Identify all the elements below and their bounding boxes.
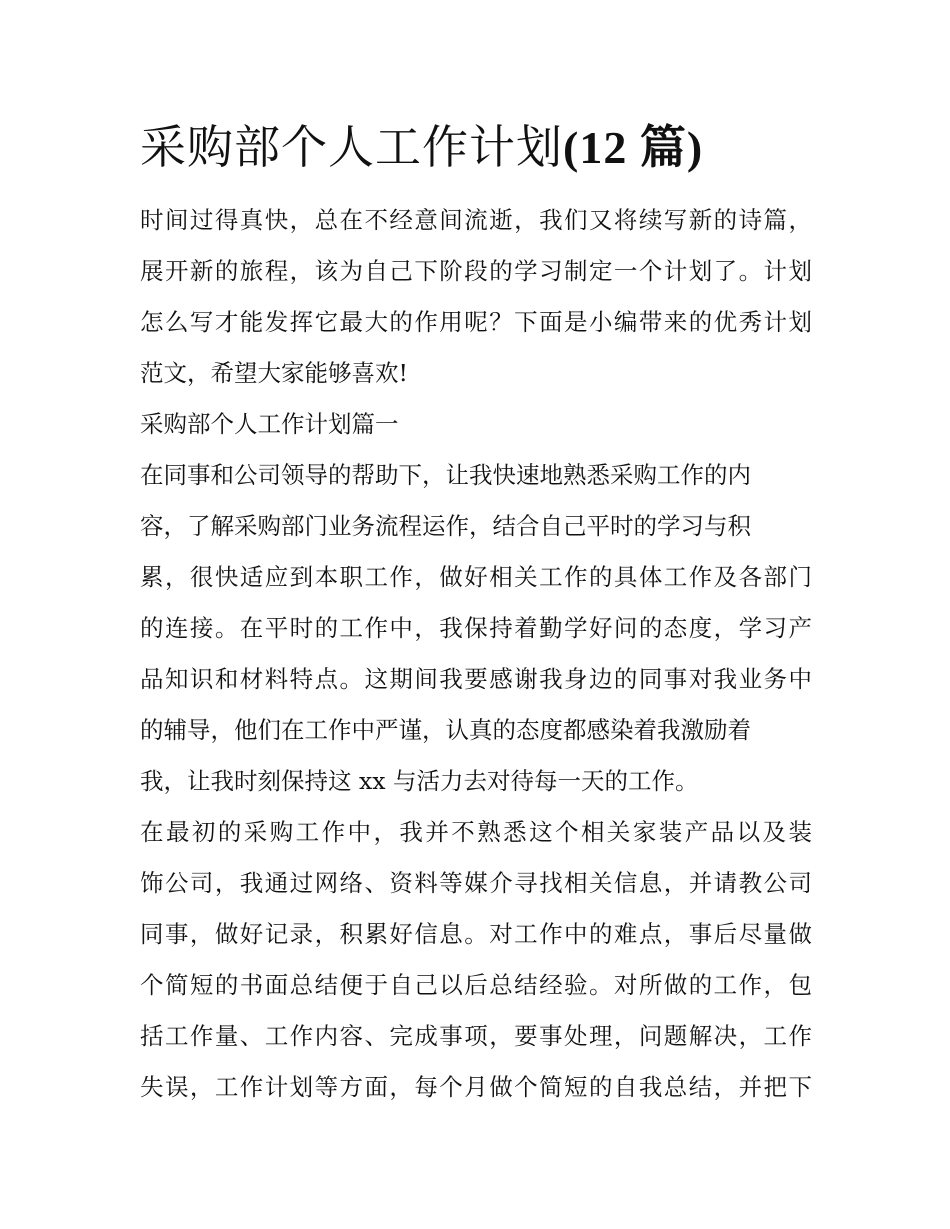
intro-line-1: 时间过得真快，总在不经意间流逝，我们又将续写新的诗篇， (140, 206, 812, 234)
paragraph-line: 容，了解采购部门业务流程运作，结合自己平时的学习与积 (140, 512, 751, 540)
section-heading: 采购部个人工作计划篇一 (140, 410, 399, 438)
paragraph-line: 失误，工作计划等方面，每个月做个简短的自我总结，并把下 (140, 1073, 812, 1101)
paragraph-line: 的连接。在平时的工作中，我保持着勤学好问的态度，学习产 (140, 614, 812, 642)
paragraph-line: 在最初的采购工作中，我并不熟悉这个相关家装产品以及装 (140, 818, 812, 846)
paragraph-line: 个简短的书面总结便于自己以后总结经验。对所做的工作，包 (140, 971, 812, 999)
paragraph-line: 累，很快适应到本职工作，做好相关工作的具体工作及各部门 (140, 563, 812, 591)
intro-line-3: 怎么写才能发挥它最大的作用呢？下面是小编带来的优秀计划 (140, 308, 812, 336)
paragraph-line: 同事，做好记录，积累好信息。对工作中的难点，事后尽量做 (140, 920, 812, 948)
intro-line-2: 展开新的旅程，该为自己下阶段的学习制定一个计划了。计划 (140, 257, 812, 285)
paragraph-line: 括工作量、工作内容、完成事项，要事处理，问题解决，工作 (140, 1022, 812, 1050)
title-main: 采购部个人工作计划 (140, 120, 563, 174)
title-count: (12 篇) (563, 122, 704, 173)
paragraph-line: 在同事和公司领导的帮助下，让我快速地熟悉采购工作的内 (140, 461, 751, 489)
paragraph-line: 饰公司，我通过网络、资料等媒介寻找相关信息，并请教公司 (140, 869, 812, 897)
paragraph-line: 的辅导，他们在工作中严谨，认真的态度都感染着我激励着 (140, 716, 751, 744)
document-title (140, 114, 812, 181)
paragraph-line: 品知识和材料特点。这期间我要感谢我身边的同事对我业务中 (140, 665, 812, 693)
paragraph-line: 我，让我时刻保持这 xx 与活力去对待每一天的工作。 (140, 767, 699, 795)
intro-line-4: 范文，希望大家能够喜欢! (140, 359, 408, 387)
document-page (140, 114, 812, 1113)
